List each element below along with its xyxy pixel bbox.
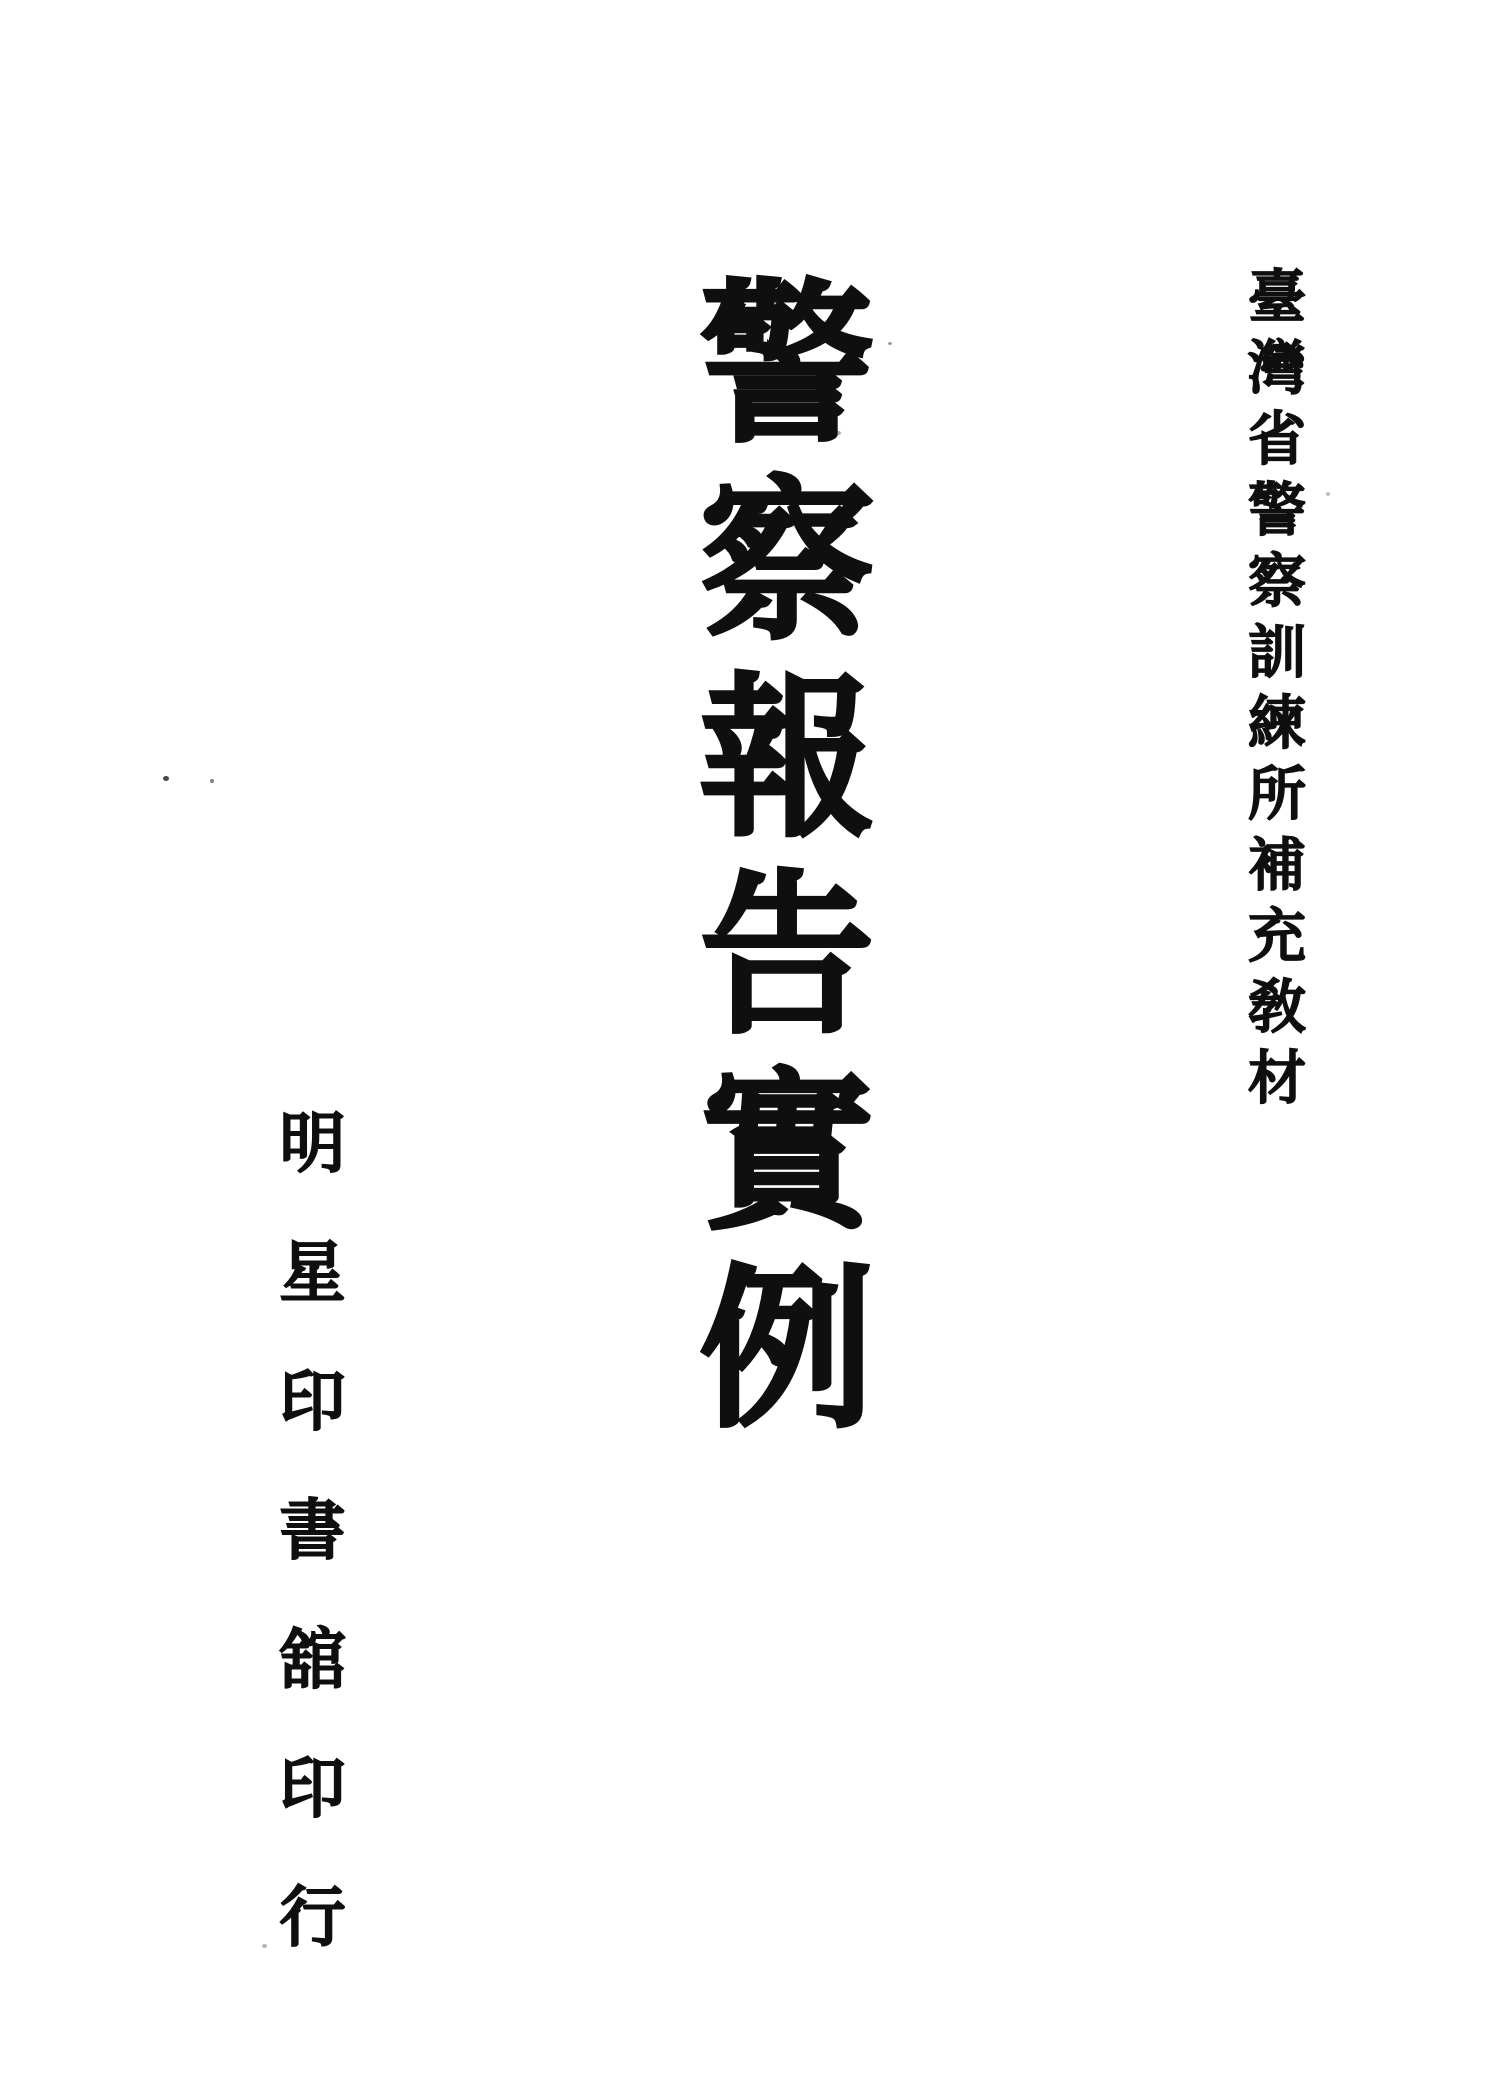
scan-speck [163,776,169,781]
scan-speck [1326,492,1330,496]
scan-speck [210,779,214,783]
scan-speck [836,431,841,435]
book-title: 警察報告實例 [674,272,867,1454]
scan-speck [262,1944,267,1948]
publisher-imprint: 明星印書舘印行 [269,1108,342,2011]
scan-speck [888,342,892,345]
series-note: 臺灣省警察訓練所補充敎材 [1239,266,1304,1118]
